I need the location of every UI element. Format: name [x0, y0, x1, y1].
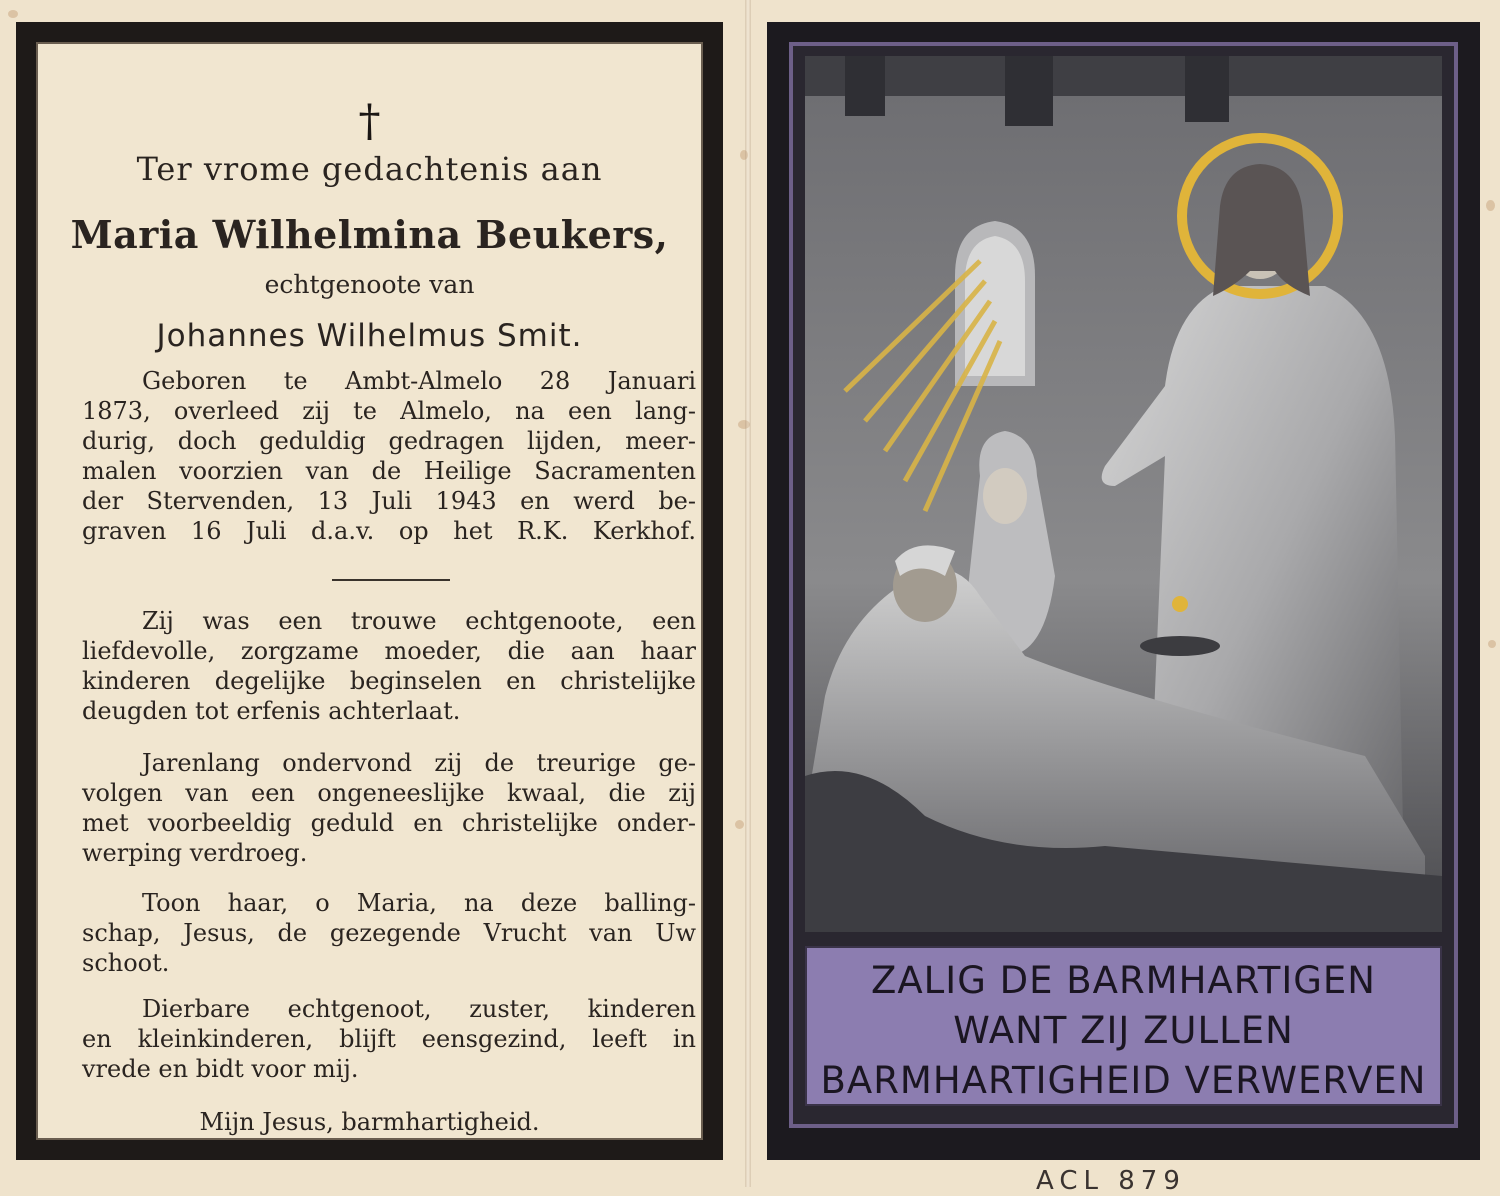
illness-paragraph [82, 748, 696, 868]
text-line: durig, doch geduldig gedragen lijden, meer- [82, 427, 696, 455]
closing-prayer: Mijn Jesus, barmhartigheid. [199, 1108, 540, 1136]
text-line: schap, Jesus, de gezegende Vrucht van Uw [82, 919, 696, 947]
spouse-name: Johannes Wilhelmus Smit. [156, 318, 583, 354]
devotional-illustration [805, 56, 1442, 932]
character-paragraph [82, 606, 696, 726]
text-line: Toon haar, o Maria, na deze balling- [142, 889, 696, 917]
text-line: Jarenlang ondervond zij de treurige ge- [142, 749, 696, 777]
prayer-paragraph [82, 888, 696, 978]
text-line: schoot. [82, 949, 170, 977]
intro-line: Ter vrome gedachtenis aan [136, 150, 603, 188]
farewell-paragraph [82, 994, 696, 1084]
text-line: liefdevolle, zorgzame moeder, die aan haar [82, 637, 696, 665]
memorial-picture-card [767, 22, 1480, 1160]
caption-line: WANT ZIJ ZULLEN [953, 1009, 1294, 1052]
text-line: malen voorzien van de Heilige Sacramenten [82, 457, 696, 485]
text-line: 1873, overleed zij te Almelo, na een lang- [82, 397, 696, 425]
text-line: graven 16 Juli d.a.v. op het R.K. Kerkhof. [82, 517, 696, 545]
text-line: Zij was een trouwe echtgenoote, een [142, 607, 696, 635]
text-line: en kleinkinderen, blijft eensgezind, leeft in [82, 1025, 696, 1053]
text-line: vrede en bidt voor mij. [82, 1055, 359, 1083]
catalog-number: ACL 879 [1036, 1166, 1186, 1196]
memorial-text-card [16, 22, 723, 1160]
text-line: met voorbeeldig geduld en christelijke onder- [82, 809, 696, 837]
text-line: deugden tot erfenis achterlaat. [82, 697, 461, 725]
cross-icon: † [358, 96, 381, 147]
illustration-image [805, 56, 1442, 932]
spouse-label: echtgenoote van [264, 270, 475, 299]
text-line: kinderen degelijke beginselen en christelijke [82, 667, 696, 695]
text-line: der Stervenden, 13 Juli 1943 en werd be- [82, 487, 696, 515]
deceased-name: Maria Wilhelmina Beukers, [70, 212, 669, 257]
text-line: Geboren te Ambt-Almelo 28 Januari [142, 367, 696, 395]
scripture-caption [805, 946, 1442, 1106]
text-line: Dierbare echtgenoot, zuster, kinderen [142, 995, 696, 1023]
text-line: volgen van een ongeneeslijke kwaal, die zij [82, 779, 696, 807]
card-fold [745, 0, 751, 1187]
text-line: werping verdroeg. [82, 839, 308, 867]
caption-line: BARMHARTIGHEID VERWERVEN [820, 1059, 1427, 1102]
caption-line: ZALIG DE BARMHARTIGEN [871, 959, 1376, 1002]
memorial-text-panel [36, 42, 703, 1140]
picture-border [789, 42, 1458, 1128]
biography-paragraph [82, 366, 696, 546]
separator-line [332, 579, 450, 581]
